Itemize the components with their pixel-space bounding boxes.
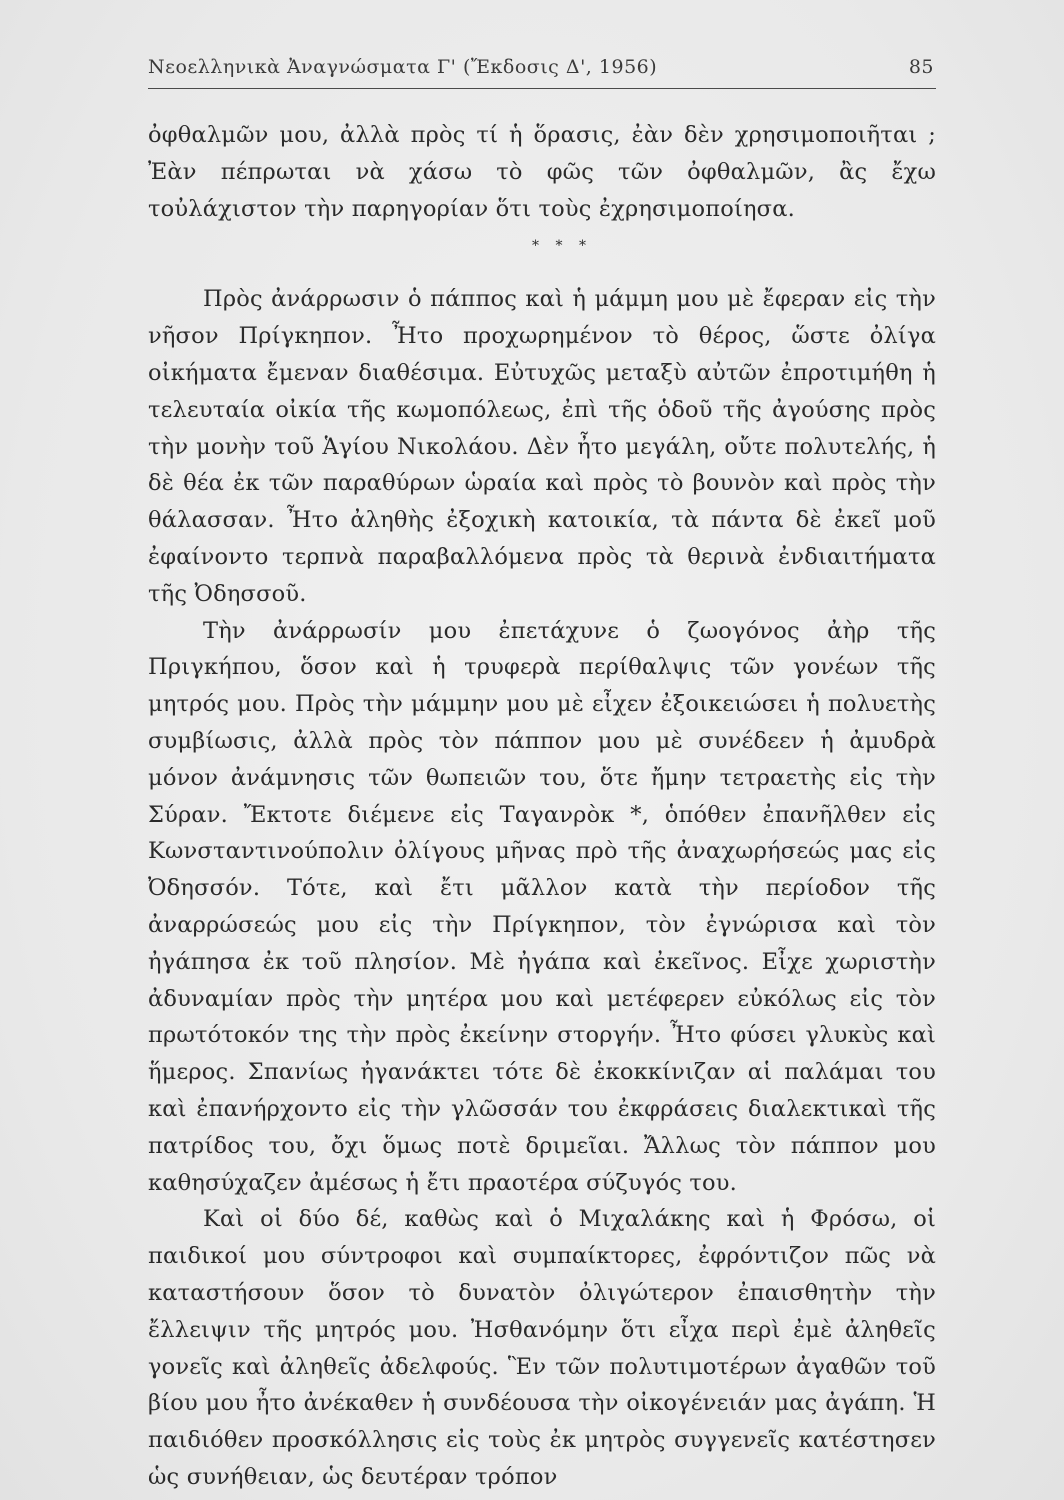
paragraph: Πρὸς ἀνάρρωσιν ὁ πάππος καὶ ἡ μάμμη μου μὲ ἔφεραν εἰς τὴν νῆσον Πρίγκηπον. Ἦτο προχωρημένον τὸ θέρος, ὥστε ὀλίγα οἰκήματα ἔμεναν διαθέσιμα. Εὐτυχῶς μεταξὺ αὐτῶν ἐπροτιμήθη ἡ τελευταία οἰκία τῆς κωμοπόλεως, ἐπὶ τῆς ὁδοῦ τῆς ἀγούσης πρὸς τὴν μονὴν τοῦ Ἁγίου Νικολάου. Δὲν ἦτο μεγάλη, οὔτε πολυτελής, ἡ δὲ θέα ἐκ τῶν παραθύρων ὡραία καὶ πρὸς τὸ βουνὸν καὶ πρὸς τὴν θάλασσαν. Ἦτο ἀληθὴς ἐξοχικὴ κατοικία, τὰ πάντα δὲ ἐκεῖ μοῦ ἐφαίνοντο τερπνὰ παραβαλλόμενα πρὸς τὰ θερινὰ ἐνδιαιτήματα τῆς Ὀδησσοῦ. xyxy=(148,286,936,607)
paragraph: Καὶ οἱ δύο δέ, καθὼς καὶ ὁ Μιχαλάκης καὶ ἡ Φρόσω, οἱ παιδικοί μου σύντροφοι καὶ συμπαίκτορες, ἐφρόντιζον πῶς νὰ καταστήσουν ὅσον τὸ δυνατὸν ὀλιγώτερον ἐπαισθητὴν τὴν ἔλλειψιν τῆς μητρός μου. Ἠσθανόμην ὅτι εἶχα περὶ ἐμὲ ἀληθεῖς γονεῖς καὶ ἀληθεῖς ἀδελφούς. Ἓν τῶν πολυτιμοτέρων ἀγαθῶν τοῦ βίου μου ἦτο ἀνέκαθεν ἡ συνδέουσα τὴν οἰκογένειάν μας ἀγάπη. Ἡ παιδιόθεν προσκόλλησις εἰς τοὺς ἐκ μητρὸς συγγενεῖς κατέστησεν ὡς συνήθειαν, ὡς δευτέραν τρόπον xyxy=(148,1206,936,1490)
page-number: 85 xyxy=(908,56,934,78)
paragraph: Τὴν ἀνάρρωσίν μου ἐπετάχυνε ὁ ζωογόνος ἀὴρ τῆς Πριγκήπου, ὅσον καὶ ἡ τρυφερὰ περίθαλψις τῶν γονέων τῆς μητρός μου. Πρὸς τὴν μάμμην μου μὲ εἶχεν ἐξοικειώσει ἡ πολυετὴς συμβίωσις, ἀλλὰ πρὸς τὸν πάππον μου μὲ συνέδεεν ἡ ἀμυδρὰ μόνον ἀνάμνησις τῶν θωπειῶν του, ὅτε ἤμην τετραετὴς εἰς τὴν Σύραν. Ἔκτοτε διέμενε εἰς Ταγανρὸκ *, ὁπόθεν ἐπανῆλθεν εἰς Κωνσταντινούπολιν ὀλίγους μῆνας πρὸ τῆς ἀναχωρήσεώς μας εἰς Ὀδησσόν. Τότε, καὶ ἔτι μᾶλλον κατὰ τὴν περίοδον τῆς ἀναρρώσεώς μου εἰς τὴν Πρίγκηπον, τὸν ἐγνώρισα καὶ τὸν ἠγάπησα ἐκ τοῦ πλησίον. Μὲ ἠγάπα καὶ ἐκεῖνος. Εἶχε χωριστὴν ἀδυναμίαν πρὸς τὴν μητέρα μου καὶ μετέφερεν εὐκόλως εἰς τὸν πρωτότοκόν της τὴν πρὸς ἐκείνην στοργήν. Ἦτο φύσει γλυκὺς καὶ ἥμερος. Σπανίως ἠγανάκτει τότε δὲ ἐκοκκίνιζαν αἱ παλάμαι του καὶ ἐπανήρχοντο εἰς τὴν γλῶσσάν του ἐκφράσεις διαλεκτικαὶ τῆς πατρίδος του, ὄχι ὅμως ποτὲ δριμεῖαι. Ἄλλως τὸν πάππον μου καθησύχαζεν ἀμέσως ἡ ἔτι πραοτέρα σύζυγός του. xyxy=(148,617,936,1196)
running-header xyxy=(148,56,936,89)
section-separator: * * * xyxy=(532,238,592,255)
paragraph-continued: ὀφθαλμῶν μου, ἀλλὰ πρὸς τί ἡ ὅρασις, ἐὰν δὲν χρησιμοποιῆται ; Ἐὰν πέπρωται νὰ χάσω τὸ φῶς τῶν ὀφθαλμῶν, ἂς ἔχω τοὐλάχιστον τὴν παρηγορίαν ὅτι τοὺς ἐχρησιμοποίησα. xyxy=(148,122,936,222)
body-text xyxy=(148,117,936,1496)
header-title: Νεοελληνικὰ Ἀναγνώσματα Γ' (Ἔκδοσις Δ', 1956) xyxy=(148,56,658,78)
